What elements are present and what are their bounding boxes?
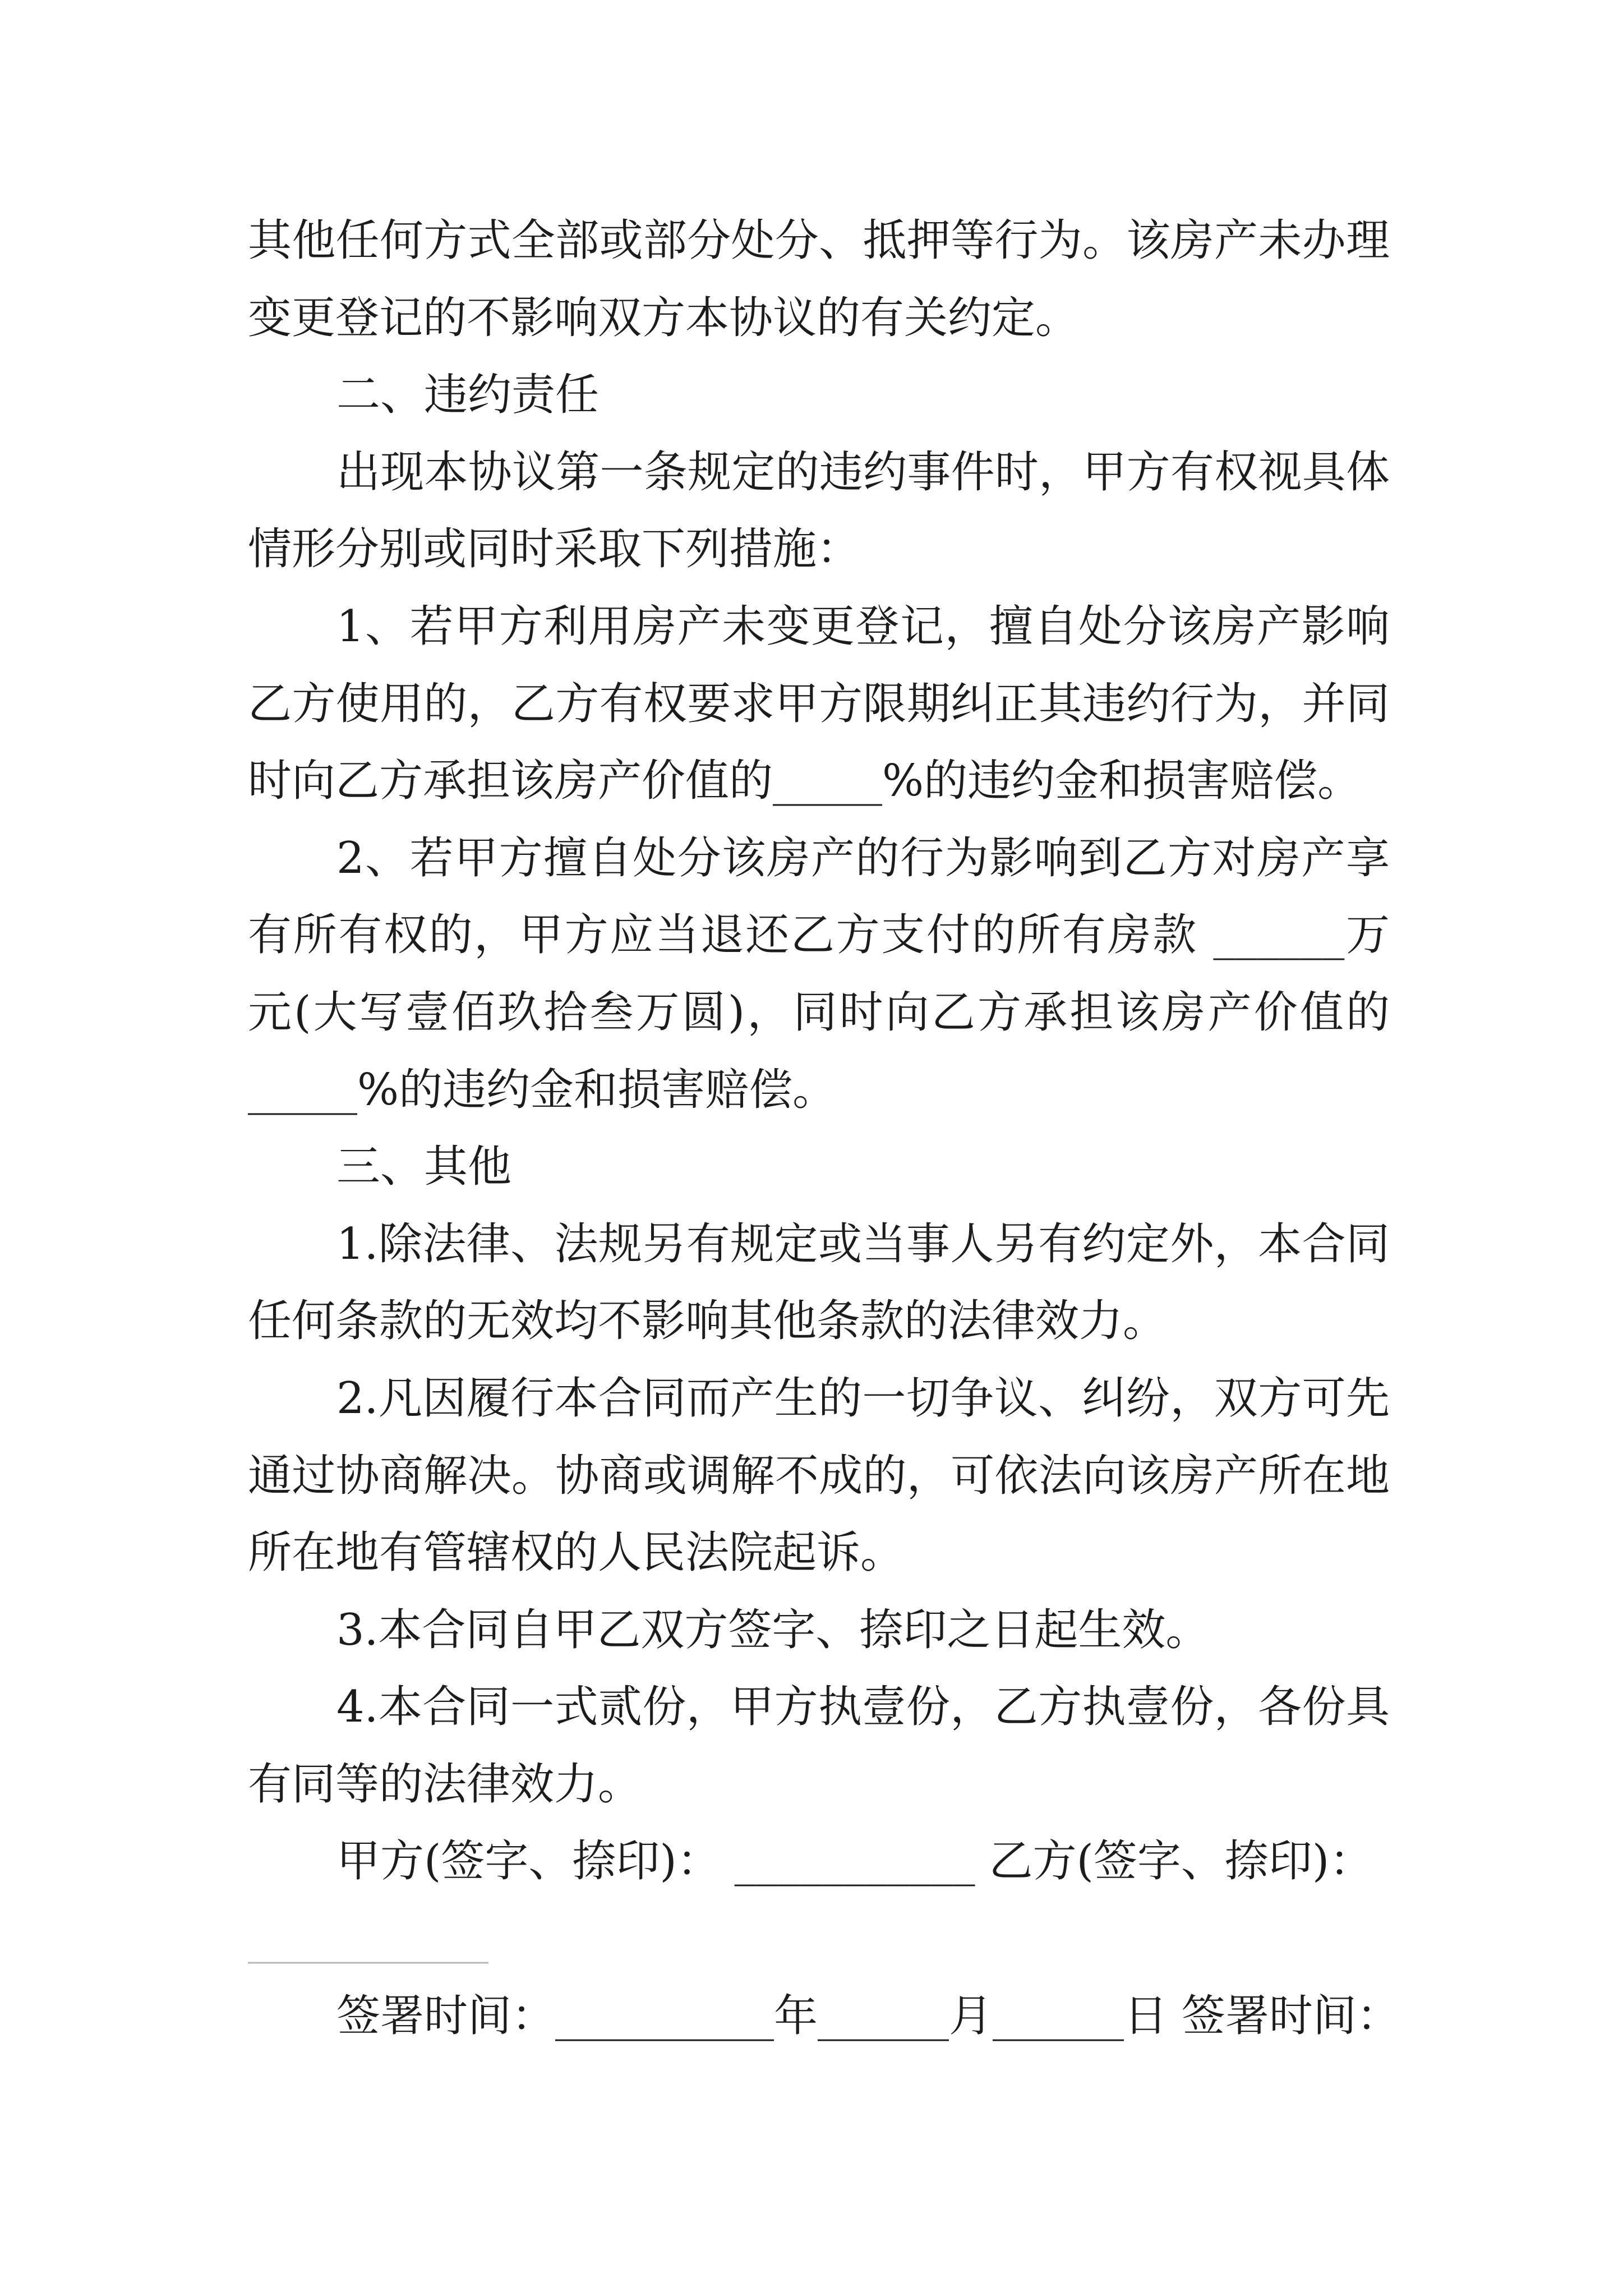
clause-item — [248, 588, 1390, 820]
section-heading-breach — [248, 357, 1390, 434]
paragraph-line: 3.本合同自甲乙双方签字、捺印之日起生效。 — [336, 1604, 1210, 1655]
signing-date-label-b: 签署时间： — [1181, 1990, 1400, 2041]
party-b-label: 乙方(签字、捺印)： — [989, 1836, 1373, 1887]
party-a-label: 甲方(签字、捺印)： — [336, 1836, 721, 1887]
paragraph-line: 4.本合同一式贰份，甲方执壹份，乙方执壹份，各份具 — [336, 1682, 1390, 1733]
day-unit: 日 — [1124, 1990, 1168, 2041]
paragraph-line: 2.凡因履行本合同而产生的一切争议、纠纷，双方可先 — [336, 1373, 1390, 1424]
signing-date-line — [248, 1978, 1538, 2055]
paragraph-line: 时向乙方承担该房产价值的_____%的违约金和损害赔偿。 — [248, 756, 1362, 807]
paragraph-line: 任何条款的无效均不影响其他条款的法律效力。 — [248, 1296, 1167, 1347]
paragraph-line: 变更登记的不影响双方本协议的有关约定。 — [248, 292, 1080, 343]
paragraph-line: 元(大写壹佰玖拾叁万圆)，同时向乙方承担该房产价值的 — [248, 987, 1390, 1038]
year-blank[interactable]: __________ — [555, 1990, 774, 2041]
clause-item — [248, 1669, 1390, 1823]
signature-line — [248, 1823, 1538, 1901]
paragraph-line: 通过协商解决。协商或调解不成的，可依法向该房产所在地 — [248, 1450, 1390, 1501]
paragraph-line: 情形分别或同时采取下列措施： — [248, 524, 861, 575]
section-heading: 三、其他 — [336, 1142, 512, 1193]
party-b-signature-blank[interactable]: ___________ — [248, 1913, 488, 1964]
paragraph-line: 乙方使用的，乙方有权要求甲方限期纠正其违约行为，并同 — [248, 678, 1390, 729]
clause-item — [248, 1592, 1390, 1669]
paragraph-line: 1.除法律、法规另有规定或当事人另有约定外，本合同 — [336, 1218, 1390, 1269]
party-a-signature-blank[interactable]: ___________ — [734, 1836, 975, 1887]
contract-body — [248, 203, 1400, 2055]
month-blank[interactable]: ______ — [818, 1990, 949, 2041]
paragraph-line: _____%的违约金和损害赔偿。 — [248, 1064, 837, 1115]
paragraph-line: 其他任何方式全部或部分处分、抵押等行为。该房产未办理 — [248, 215, 1390, 266]
paragraph-line: 所在地有管辖权的人民法院起诉。 — [248, 1527, 905, 1579]
paragraph-line: 2、若甲方擅自处分该房产的行为影响到乙方对房产享 — [336, 832, 1390, 884]
paragraph-line: 有同等的法律效力。 — [248, 1759, 642, 1810]
paragraph-line: 出现本协议第一条规定的违约事件时，甲方有权视具体 — [336, 447, 1390, 498]
clause-item — [248, 1360, 1390, 1592]
clause-item — [248, 820, 1390, 1129]
paragraph-line: 有所有权的，甲方应当退还乙方支付的所有房款 ______万 — [248, 910, 1390, 961]
clause-item — [248, 1206, 1390, 1360]
day-blank[interactable]: ______ — [993, 1990, 1124, 2041]
signing-date-label-a: 签署时间： — [336, 1990, 556, 2041]
paragraph — [248, 434, 1390, 588]
paragraph — [248, 203, 1390, 357]
year-unit: 年 — [774, 1990, 818, 2041]
section-heading: 二、违约责任 — [336, 370, 600, 421]
paragraph-line: 1、若甲方利用房产未变更登记，擅自处分该房产影响 — [336, 601, 1390, 652]
month-unit: 月 — [949, 1990, 993, 2041]
section-heading-other — [248, 1129, 1390, 1206]
